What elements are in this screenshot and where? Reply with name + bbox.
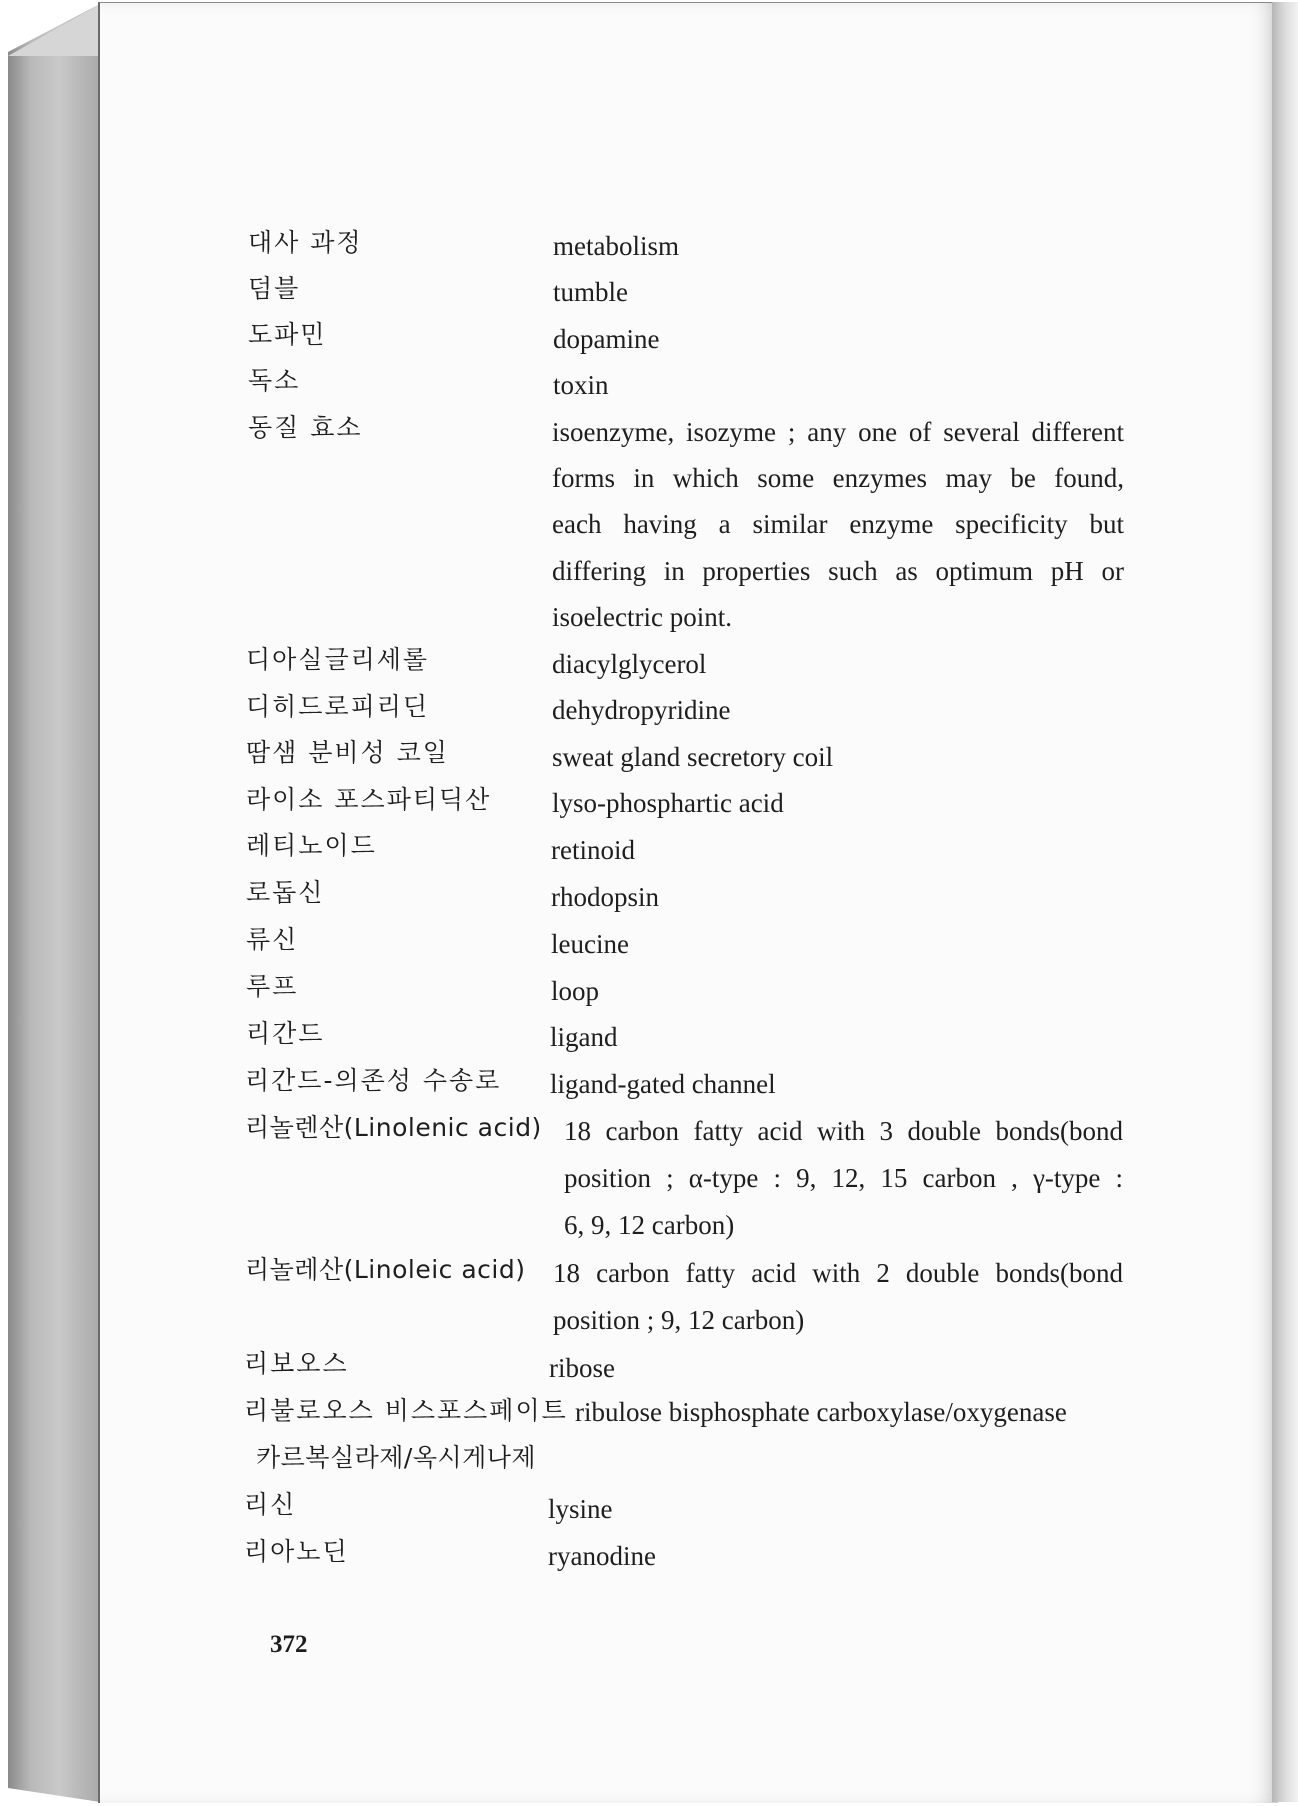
term-english: forms in which some enzymes may be found, <box>552 463 1124 493</box>
term-english: 6, 9, 12 carbon) <box>564 1210 735 1240</box>
term-english: lyso-phosphartic acid <box>552 788 784 818</box>
term-korean: 대사 과정 <box>248 228 363 257</box>
term-english: metabolism <box>553 231 679 261</box>
term-english: each having a similar enzyme specificity but <box>552 509 1124 539</box>
term-english: differing in properties such as optimum pH or <box>552 556 1124 586</box>
term-english: rhodopsin <box>551 882 659 912</box>
term-korean: 동질 효소 <box>248 413 363 442</box>
term-english: dehydropyridine <box>552 695 731 725</box>
term-english: toxin <box>553 370 609 400</box>
term-korean: 라이소 포스파티딕산 <box>246 785 492 814</box>
term-korean: 리간드-의존성 수송로 <box>245 1066 502 1095</box>
term-korean: 디아실글리세롤 <box>246 645 430 674</box>
term-english: tumble <box>553 277 628 307</box>
term-english: ribulose bisphosphate carboxylase/oxygenase <box>575 1397 1067 1427</box>
page-number: 372 <box>270 1631 308 1658</box>
term-english: 18 carbon fatty acid with 3 double bonds(bond <box>564 1116 1123 1146</box>
term-english: loop <box>551 976 600 1006</box>
term-english: 18 carbon fatty acid with 2 double bonds(bond <box>553 1258 1123 1288</box>
term-korean: 독소 <box>248 366 301 395</box>
term-english: position ; α-type : 9, 12, 15 carbon , γ-type : <box>564 1163 1123 1193</box>
term-korean: 류신 <box>246 925 299 954</box>
term-korean: 리놀레산(Linoleic acid) <box>245 1255 526 1284</box>
term-english: isoelectric point. <box>552 602 732 632</box>
term-english: diacylglycerol <box>552 649 707 679</box>
term-korean: 레티노이드 <box>246 831 377 860</box>
term-korean: 땀샘 분비성 코일 <box>246 738 449 767</box>
term-korean: 리놀렌산(Linolenic acid) <box>245 1113 542 1142</box>
term-korean: 리아노딘 <box>244 1537 349 1566</box>
term-english: leucine <box>551 929 629 959</box>
term-english: ryanodine <box>548 1541 656 1571</box>
term-korean: 리신 <box>244 1490 297 1519</box>
term-english: ligand-gated channel <box>550 1069 776 1099</box>
term-korean: 덤블 <box>248 274 301 303</box>
term-english: sweat gland secretory coil <box>552 742 834 772</box>
term-korean: 리간드 <box>246 1019 325 1048</box>
term-korean: 도파민 <box>248 320 327 349</box>
term-english: dopamine <box>553 324 660 354</box>
term-english: position ; 9, 12 carbon) <box>553 1305 805 1335</box>
term-english: lysine <box>548 1494 613 1524</box>
term-korean: 리보오스 <box>244 1349 349 1378</box>
term-korean: 디히드로피리딘 <box>246 692 430 721</box>
term-korean: 로돕신 <box>246 878 325 907</box>
term-korean-continued: 카르복실라제/옥시게나제 <box>256 1443 537 1472</box>
term-english: retinoid <box>551 835 635 865</box>
term-english: ligand <box>550 1022 618 1052</box>
term-english: ribose <box>549 1353 615 1383</box>
term-korean: 리불로오스 비스포스페이트 <box>244 1396 568 1425</box>
term-korean: 루프 <box>246 972 299 1001</box>
term-english: isoenzyme, isozyme ; any one of several different <box>552 417 1124 447</box>
